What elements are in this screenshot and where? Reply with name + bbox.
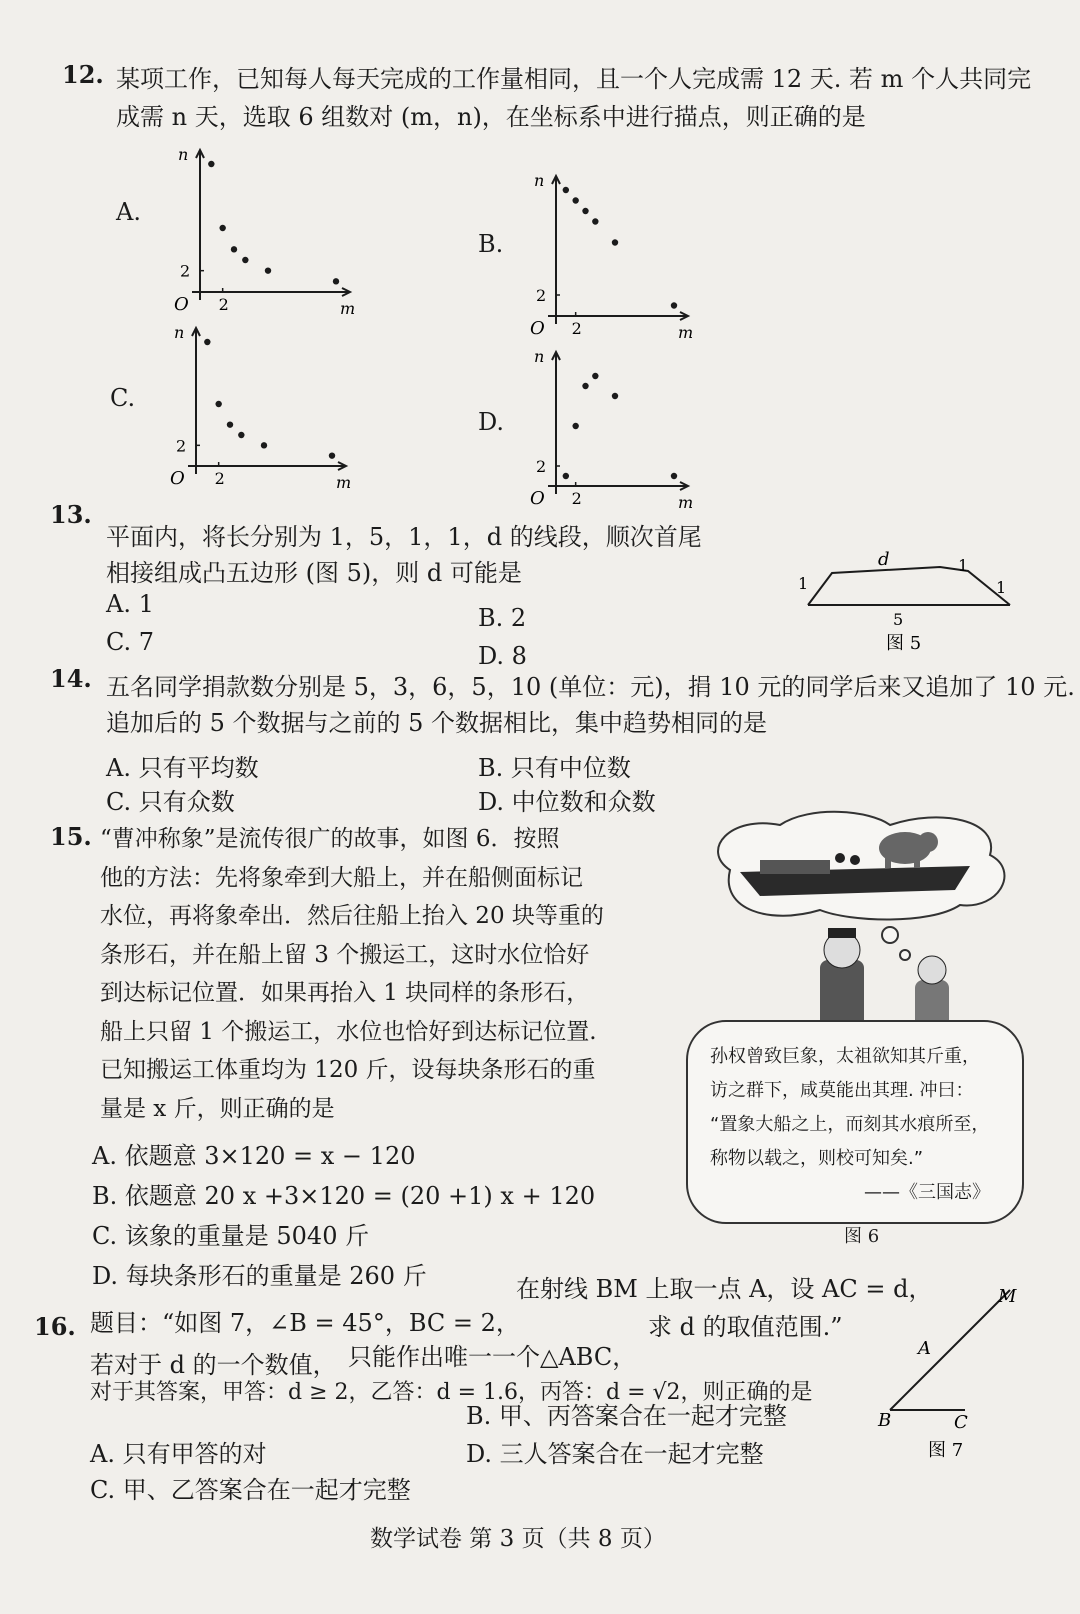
plot-a-y-label: n bbox=[178, 145, 189, 164]
plot-b-x-tick-2: 2 bbox=[571, 319, 582, 338]
q16-option-d: D. 三人答案合在一起才完整 bbox=[466, 1440, 764, 1468]
plot-b-point bbox=[582, 208, 588, 214]
q16-line1 bbox=[90, 1306, 520, 1340]
plot-a-x-label: m bbox=[340, 299, 356, 318]
quote-line: 称物以载之，则校可知矣.” bbox=[710, 1148, 924, 1169]
q15-option-b: B. 依题意 20 x +3×120 = (20 +1) x + 120 bbox=[92, 1182, 596, 1210]
q16-line3: 若对于 d 的一个数值， bbox=[90, 1351, 337, 1379]
plot-d-point bbox=[563, 473, 569, 479]
plot-d-point bbox=[582, 383, 588, 389]
plot-a-point bbox=[208, 161, 214, 167]
plot-c-y-label: n bbox=[174, 323, 185, 342]
q13-number: 13. bbox=[50, 500, 92, 529]
quote-line: 孙权曾致巨象，太祖欲知其斤重， bbox=[710, 1046, 980, 1067]
q15-body bbox=[100, 820, 604, 1128]
plot-a-x-tick-2: 2 bbox=[218, 295, 229, 314]
plot-a-origin-label: O bbox=[174, 294, 189, 315]
quote-line: “置象大船之上，而刻其水痕所至， bbox=[710, 1114, 990, 1135]
plot-c-point bbox=[261, 442, 267, 448]
q12-option-c: C. bbox=[110, 384, 136, 412]
q16-option-c: C. 甲、乙答案合在一起才完整 bbox=[90, 1476, 411, 1504]
figure-7 bbox=[860, 1280, 1060, 1480]
q13-option-b: B. 2 bbox=[478, 604, 527, 632]
q15-line: 已知搬运工体重均为 120 斤，设每块条形石的重 bbox=[100, 1057, 596, 1083]
fig7-caption: 图 7 bbox=[928, 1440, 964, 1461]
plot-b-point bbox=[592, 218, 598, 224]
plot-d-point bbox=[671, 473, 677, 479]
plot-d-y-tick-2: 2 bbox=[536, 457, 547, 476]
q13-line1: 平面内，将长分别为 1，5，1，1，d 的线段，顺次首尾 bbox=[106, 523, 702, 551]
q15-line: 量是 x 斤，则正确的是 bbox=[100, 1095, 335, 1122]
q14-line1: 五名同学捐款数分别是 5，3，6，5，10 (单位：元)，捐 10 元的同学后来又追加了 10 元. bbox=[106, 673, 1075, 701]
q15-option-c: C. 该象的重量是 5040 斤 bbox=[92, 1222, 370, 1250]
plot-c-point bbox=[227, 421, 233, 427]
q14-option-c: C. 只有众数 bbox=[106, 788, 235, 816]
plot-a-y-tick-2: 2 bbox=[180, 261, 191, 281]
q15-line: 条形石，并在船上留 3 个搬运工，这时水位恰好 bbox=[100, 941, 590, 968]
pentagon-outline bbox=[808, 567, 1010, 605]
plot-d-point bbox=[572, 423, 578, 429]
q16-line1a: 在射线 BM 上取一点 A，设 AC = d， bbox=[516, 1275, 933, 1303]
worker-icon bbox=[850, 855, 860, 865]
plot-c-x-tick-2: 2 bbox=[214, 469, 225, 488]
plot-c-point bbox=[215, 401, 221, 407]
q14-option-a: A. 只有平均数 bbox=[106, 754, 259, 782]
figure-6-illustration bbox=[700, 810, 1040, 1050]
plot-a-point bbox=[333, 278, 339, 284]
q16-line4: 对于其答案，甲答：d ≥ 2，乙答：d = 1.6，丙答：d = √2，则正确的是 bbox=[90, 1380, 813, 1405]
worker-icon bbox=[835, 853, 845, 863]
q13-option-a: A. 1 bbox=[106, 590, 154, 618]
plot-b-origin-label: O bbox=[530, 318, 545, 339]
q12-option-d: D. bbox=[478, 408, 505, 436]
q16-option-a: A. 只有甲答的对 bbox=[90, 1440, 267, 1468]
plot-b-point bbox=[563, 187, 569, 193]
q15-line: 船上只留 1 个搬运工，水位也恰好到达标记位置. bbox=[100, 1018, 597, 1045]
fig5-label-1a: 1 bbox=[958, 556, 969, 575]
thought-bubble-small bbox=[882, 927, 898, 943]
q14-option-d: D. 中位数和众数 bbox=[478, 788, 656, 816]
plot-b-point bbox=[671, 302, 677, 308]
q16-line1b: 求 d 的取值范围.” bbox=[648, 1313, 843, 1341]
fig5-caption: 图 5 bbox=[886, 633, 922, 654]
q15-option-a: A. 依题意 3×120 = x − 120 bbox=[92, 1142, 416, 1170]
q12-number: 12. bbox=[62, 60, 104, 89]
plot-b-x-label: m bbox=[678, 323, 694, 342]
plot-a-point bbox=[231, 246, 237, 252]
quote-source: ——《三国志》 bbox=[864, 1182, 990, 1203]
child-figure-icon bbox=[915, 956, 949, 1030]
q13-line2: 相接组成凸五边形 (图 5)，则 d 可能是 bbox=[106, 559, 522, 587]
plot-b-y-label: n bbox=[534, 171, 545, 190]
page-footer: 数学试卷 第 3 页（共 8 页） bbox=[370, 1526, 666, 1552]
q13-option-d: D. 8 bbox=[478, 642, 527, 670]
q15-line: 他的方法：先将象牵到大船上，并在船侧面标记 bbox=[100, 864, 583, 891]
quote-line: 访之群下，咸莫能出其理. 冲曰： bbox=[710, 1080, 974, 1101]
q15-number: 15. bbox=[50, 822, 92, 851]
plot-c-origin-label: O bbox=[170, 468, 185, 489]
plot-b-point bbox=[572, 197, 578, 203]
fig7-label-c: C bbox=[954, 1412, 968, 1433]
q13-option-c: C. 7 bbox=[106, 628, 155, 656]
fig5-label-1c: 1 bbox=[996, 578, 1007, 597]
figure-5 bbox=[790, 545, 1040, 675]
plot-d-x-tick-2: 2 bbox=[571, 489, 582, 508]
plot-c-point bbox=[204, 339, 210, 345]
plot-d-y-label: n bbox=[534, 347, 545, 366]
adult-figure-icon bbox=[820, 928, 864, 1030]
plot-b-point bbox=[612, 239, 618, 245]
q12-option-b: B. bbox=[478, 230, 504, 258]
plot-d-point bbox=[612, 393, 618, 399]
plot-d-x-label: m bbox=[678, 493, 694, 512]
fig5-label-5: 5 bbox=[893, 610, 904, 629]
q15-line: 到达标记位置．如果再抬入 1 块同样的条形石， bbox=[100, 980, 590, 1006]
q12-line2: 成需 n 天，选取 6 组数对 (m，n)，在坐标系中进行描点，则正确的是 bbox=[116, 103, 866, 131]
q15-line: 水位，再将象牵出．然后往船上抬入 20 块等重的 bbox=[100, 903, 604, 929]
plot-a-point bbox=[219, 225, 225, 231]
q14-option-b: B. 只有中位数 bbox=[478, 754, 631, 782]
fig5-label-1b: 1 bbox=[798, 574, 809, 593]
fig7-label-b: B bbox=[878, 1410, 892, 1431]
plot-d-origin-label: O bbox=[530, 488, 545, 509]
stones-icon bbox=[760, 860, 830, 874]
plot-c-y-tick-2: 2 bbox=[176, 436, 187, 456]
q14-number: 14. bbox=[50, 664, 92, 693]
plot-c-point bbox=[238, 432, 244, 438]
plot-c-point bbox=[329, 452, 335, 458]
thought-bubble-tiny bbox=[900, 950, 910, 960]
q16-option-b: B. 甲、丙答案合在一起才完整 bbox=[466, 1402, 787, 1430]
fig6-caption: 图 6 bbox=[844, 1226, 880, 1247]
q12-option-a: A. bbox=[116, 198, 141, 226]
plot-a-point bbox=[242, 257, 248, 263]
q15-line: “曹冲称象”是流传很广的故事，如图 6．按照 bbox=[100, 826, 560, 852]
q12-line1: 某项工作，已知每人每天完成的工作量相同，且一个人完成需 12 天. 若 m 个人共同完 bbox=[116, 65, 1032, 93]
ray-bm bbox=[890, 1290, 1010, 1410]
plot-b-y-tick-2: 2 bbox=[536, 286, 547, 305]
plot-a-point bbox=[265, 267, 271, 273]
quote-text bbox=[710, 1040, 989, 1176]
q14-line2: 追加后的 5 个数据与之前的 5 个数据相比，集中趋势相同的是 bbox=[106, 709, 768, 737]
plot-c-x-label: m bbox=[336, 473, 352, 492]
fig7-label-a: A bbox=[918, 1338, 931, 1359]
fig7-label-m: M bbox=[998, 1286, 1017, 1307]
q15-option-d: D. 每块条形石的重量是 260 斤 bbox=[92, 1262, 427, 1290]
q16-line2: 只能作出唯一一个△ABC， bbox=[348, 1343, 637, 1371]
plot-d-point bbox=[592, 373, 598, 379]
fig5-label-d: d bbox=[878, 549, 890, 570]
q16-line1-part: 题目：“如图 7，∠B = 45°，BC = 2， bbox=[90, 1309, 520, 1337]
q16-number: 16. bbox=[34, 1312, 76, 1341]
